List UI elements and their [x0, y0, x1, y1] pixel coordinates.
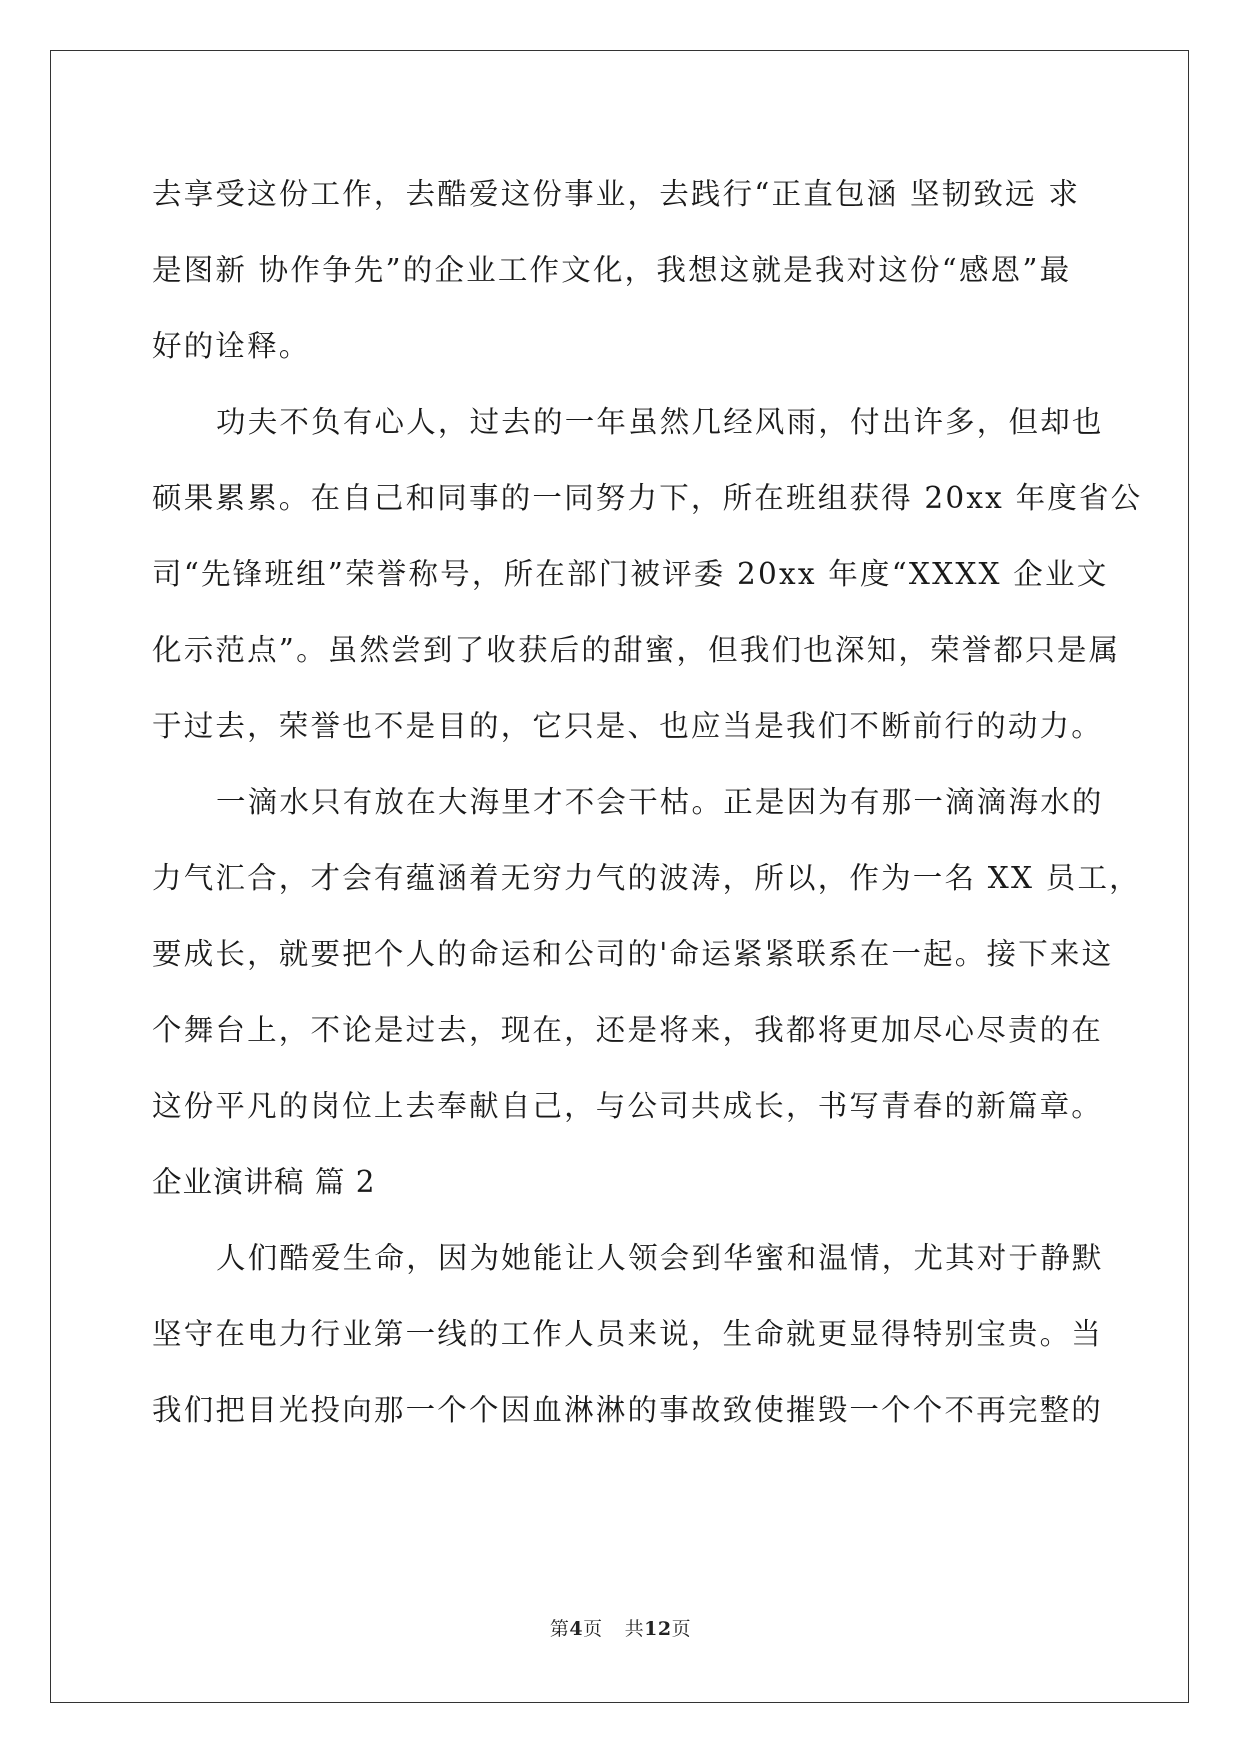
- text-line: 功夫不负有心人，过去的一年虽然几经风雨，付出许多，但却也: [216, 405, 1104, 439]
- text-line: 个舞台上，不论是过去，现在，还是将来，我都将更加尽心尽责的在: [152, 1013, 1104, 1047]
- text-line: 好的诠释。: [152, 329, 311, 363]
- document-body: [152, 156, 1143, 1448]
- text-line: 我们把目光投向那一个个因血淋淋的事故致使摧毁一个个不再完整的: [152, 1393, 1104, 1427]
- total-page-count: 12: [644, 1618, 672, 1640]
- text-line: 力气汇合，才会有蕴涵着无穷力气的波涛，所以，作为一名 XX 员工，: [152, 861, 1141, 895]
- footer-page-suffix: 页: [583, 1618, 603, 1640]
- footer-total-suffix: 页: [671, 1618, 692, 1640]
- text-line: 司“先锋班组”荣誉称号，所在部门被评委 20xx 年度“XXXX 企业文: [152, 557, 1109, 591]
- text-line: 人们酷爱生命，因为她能让人领会到华蜜和温情，尤其对于静默: [216, 1241, 1104, 1275]
- text-line: 要成长，就要把个人的命运和公司的'命运紧紧联系在一起。接下来这: [152, 937, 1114, 971]
- footer-total-prefix: 共: [624, 1618, 645, 1640]
- section-heading: 企业演讲稿 篇 2: [152, 1165, 376, 1199]
- text-line: 化示范点”。虽然尝到了收获后的甜蜜，但我们也深知，荣誉都只是属: [152, 633, 1121, 667]
- text-line: 是图新 协作争先”的企业工作文化，我想这就是我对这份“感恩”最: [152, 253, 1072, 287]
- text-line: 于过去，荣誉也不是目的，它只是、也应当是我们不断前行的动力。: [152, 709, 1104, 743]
- text-line: 这份平凡的岗位上去奉献自己，与公司共成长，书写青春的新篇章。: [152, 1089, 1104, 1123]
- current-page-number: 4: [569, 1618, 584, 1640]
- text-line: 硕果累累。在自己和同事的一同努力下，所在班组获得 20xx 年度省公: [152, 481, 1143, 515]
- text-line: 去享受这份工作，去酷爱这份事业，去践行“正直包涵 坚韧致远 求: [152, 177, 1081, 211]
- text-line: 一滴水只有放在大海里才不会干枯。正是因为有那一滴滴海水的: [216, 785, 1104, 819]
- page-footer: [0, 1614, 1241, 1641]
- text-line: 坚守在电力行业第一线的工作人员来说，生命就更显得特别宝贵。当: [152, 1317, 1104, 1351]
- paragraph-block-2: [152, 1220, 1104, 1448]
- footer-prefix: 第: [549, 1618, 570, 1640]
- paragraph-block-1: [152, 156, 1143, 1144]
